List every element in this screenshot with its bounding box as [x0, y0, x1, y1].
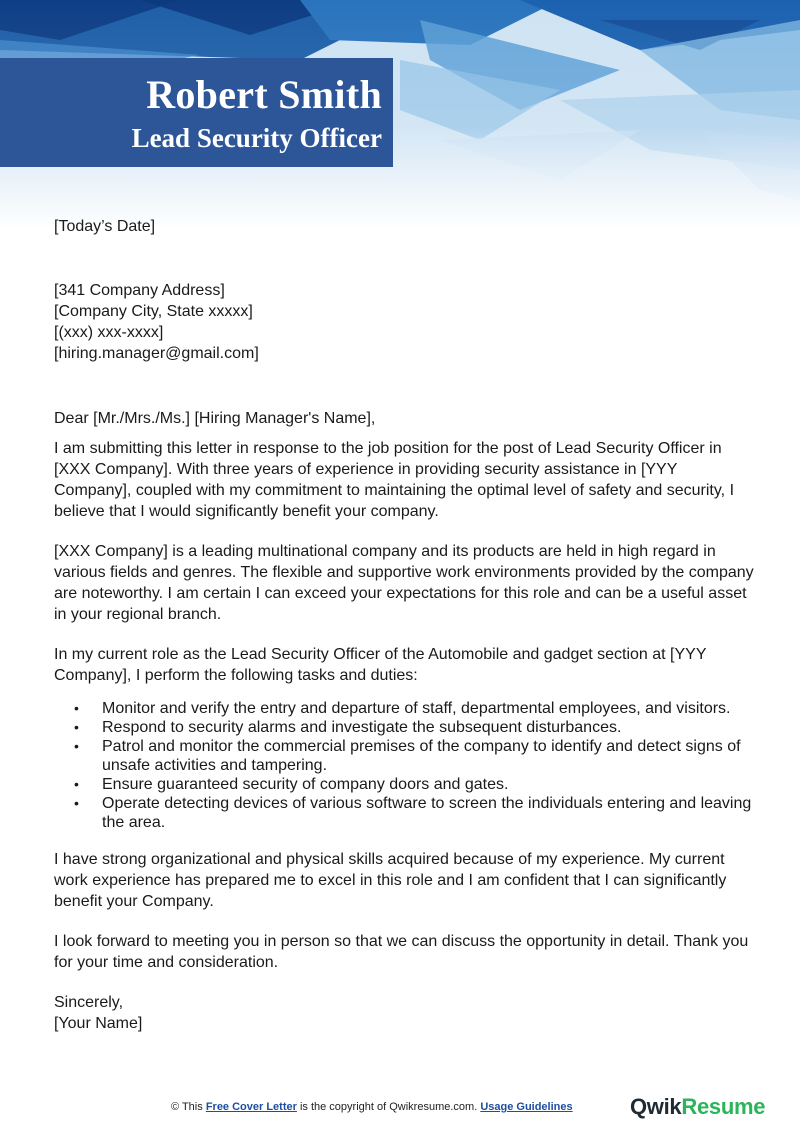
recipient-address: [341 Company Address]	[54, 282, 225, 299]
duties-list	[54, 699, 754, 832]
name-banner	[0, 58, 393, 167]
list-item: • Patrol and monitor the commercial premises of the company to identify and detect signs of unsafe activities and tampering.	[74, 738, 741, 774]
free-cover-letter-link[interactable]: Free Cover Letter	[205, 1101, 297, 1113]
applicant-job-title: Lead Security Officer	[131, 123, 382, 153]
bullet-icon: •	[74, 700, 79, 716]
bullet-icon: •	[74, 738, 79, 754]
bullet-icon: •	[74, 719, 79, 735]
qwikresume-logo[interactable]: QwikResume	[630, 1094, 766, 1119]
recipient-phone: [(xxx) xxx-xxxx]	[54, 324, 164, 341]
body-paragraph: I am submitting this letter in response to the job position for the post of Lead Security Officer in [XXX Company]. With three years of experience in providing security assistance in [YYY Company], coupled with my commitment to maintaining the optimal level of safety and security, I believe that I would significantly benefit your company.	[54, 440, 735, 520]
usage-guidelines-link[interactable]: Usage Guidelines	[480, 1101, 573, 1113]
copyright-notice: © This Free Cover Letter is the copyright of Qwikresume.com. Usage Guidelines	[171, 1101, 573, 1113]
list-item: • Operate detecting devices of various software to screen the individuals entering and leaving the area.	[74, 795, 752, 831]
letter-body	[54, 438, 754, 1034]
recipient-email: [hiring.manager@gmail.com]	[54, 345, 259, 362]
list-item: • Ensure guaranteed security of company doors and gates.	[74, 776, 509, 793]
list-item: • Monitor and verify the entry and departure of staff, departmental employees, and visitors.	[74, 700, 731, 717]
letter-date: [Today’s Date]	[54, 218, 156, 235]
sign-off: Sincerely,	[54, 994, 124, 1011]
bullet-icon: •	[74, 795, 79, 811]
applicant-name: Robert Smith	[146, 72, 382, 117]
closing-paragraph: I look forward to meeting you in person so that we can discuss the opportunity in detail. Thank you for your time and consideration.	[54, 933, 749, 971]
bullet-icon: •	[74, 776, 79, 792]
body-paragraph: In my current role as the Lead Security Officer of the Automobile and gadget section at [YYY Company], I perform the following tasks and duties:	[54, 646, 707, 684]
list-item: • Respond to security alarms and investigate the subsequent disturbances.	[74, 719, 622, 736]
signature: [Your Name]	[54, 1015, 143, 1032]
body-paragraph: [XXX Company] is a leading multinational company and its products are held in high regard in various fields and genres. The flexible and supportive work environments provided by the company are noteworthy. I am certain I can exceed your expectations for this role and can be a useful asset in your regional branch.	[54, 543, 754, 623]
closing-paragraph: I have strong organizational and physical skills acquired because of my experience. My current work experience has prepared me to excel in this role and I am confident that I can significantly benefit your Company.	[54, 851, 727, 910]
footer	[0, 1094, 800, 1122]
salutation: Dear [Mr./Mrs./Ms.] [Hiring Manager's Name],	[54, 410, 376, 427]
recipient-city-state: [Company City, State xxxxx]	[54, 303, 253, 320]
recipient-address-block	[54, 280, 259, 364]
